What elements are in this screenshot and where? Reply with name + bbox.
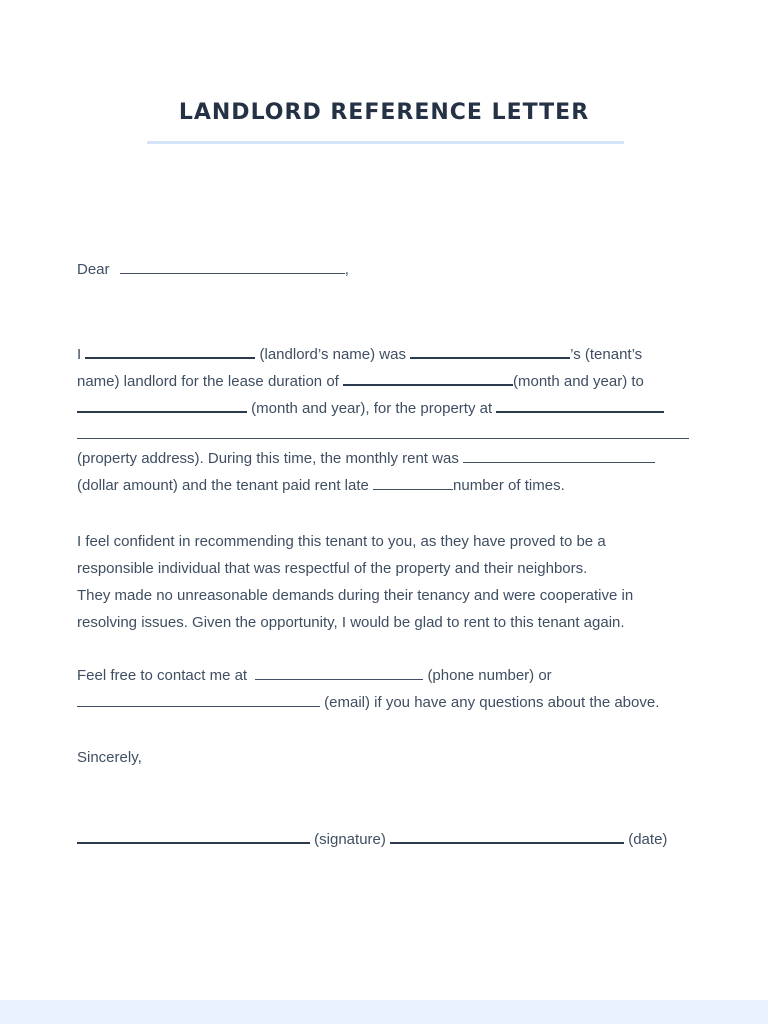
greeting-salutation: Dear <box>77 261 110 278</box>
paragraph-recommendation <box>77 528 697 636</box>
p1-text-lease-duration: name) landlord for the lease duration of <box>77 373 339 390</box>
p1-text-landlord-name: (landlord’s name) was <box>259 346 406 363</box>
phone-number-blank[interactable] <box>255 662 423 680</box>
monthly-rent-blank[interactable] <box>463 445 655 463</box>
recipient-name-blank[interactable] <box>120 256 345 274</box>
p3-text-email: (email) if you have any questions about the above. <box>324 694 660 711</box>
footer-band <box>0 1000 768 1024</box>
signature-row <box>77 825 697 852</box>
p3-text-phone-number: (phone number) or <box>427 667 552 684</box>
p1-text-property-at: (month and year), for the property at <box>251 400 493 417</box>
p3-text-contact: Feel free to contact me at <box>77 667 248 684</box>
p2-line: They made no unreasonable demands during their tenancy and were cooperative in <box>77 587 634 604</box>
tenant-name-blank[interactable] <box>410 340 570 359</box>
lease-end-blank[interactable] <box>77 394 247 413</box>
p1-text-rent-late: (dollar amount) and the tenant paid rent late <box>77 477 369 494</box>
p2-line: responsible individual that was respectful of the property and their neighbors. <box>77 560 588 577</box>
p1-text-tenant: ’s (tenant’s <box>570 346 643 363</box>
landlord-name-blank[interactable] <box>85 340 255 359</box>
date-label: (date) <box>628 831 668 848</box>
date-blank[interactable] <box>390 825 624 844</box>
title-underline <box>147 141 624 144</box>
lease-start-blank[interactable] <box>343 367 513 386</box>
greeting <box>77 256 697 283</box>
closing <box>77 744 697 771</box>
signature-blank[interactable] <box>77 825 310 844</box>
greeting-comma: , <box>344 261 349 278</box>
closing-text: Sincerely, <box>77 749 142 766</box>
signature-label: (signature) <box>314 831 386 848</box>
paragraph-landlord-details <box>77 340 697 499</box>
property-address-blank-line2[interactable] <box>77 424 689 439</box>
late-count-blank[interactable] <box>373 472 453 490</box>
p1-text-i: I <box>77 346 82 363</box>
p1-text-number-of-times: number of times. <box>453 477 565 494</box>
property-address-blank[interactable] <box>496 394 664 413</box>
document-title: LANDLORD REFERENCE LETTER <box>178 100 590 125</box>
p1-text-month-year-to: (month and year) to <box>513 373 644 390</box>
p1-text-monthly-rent: (property address). During this time, the monthly rent was <box>77 450 459 467</box>
p2-line: I feel confident in recommending this tenant to you, as they have proved to be a <box>77 533 606 550</box>
paragraph-contact <box>77 662 697 716</box>
email-blank[interactable] <box>77 689 320 707</box>
p2-line: resolving issues. Given the opportunity, I would be glad to rent to this tenant again. <box>77 614 625 631</box>
